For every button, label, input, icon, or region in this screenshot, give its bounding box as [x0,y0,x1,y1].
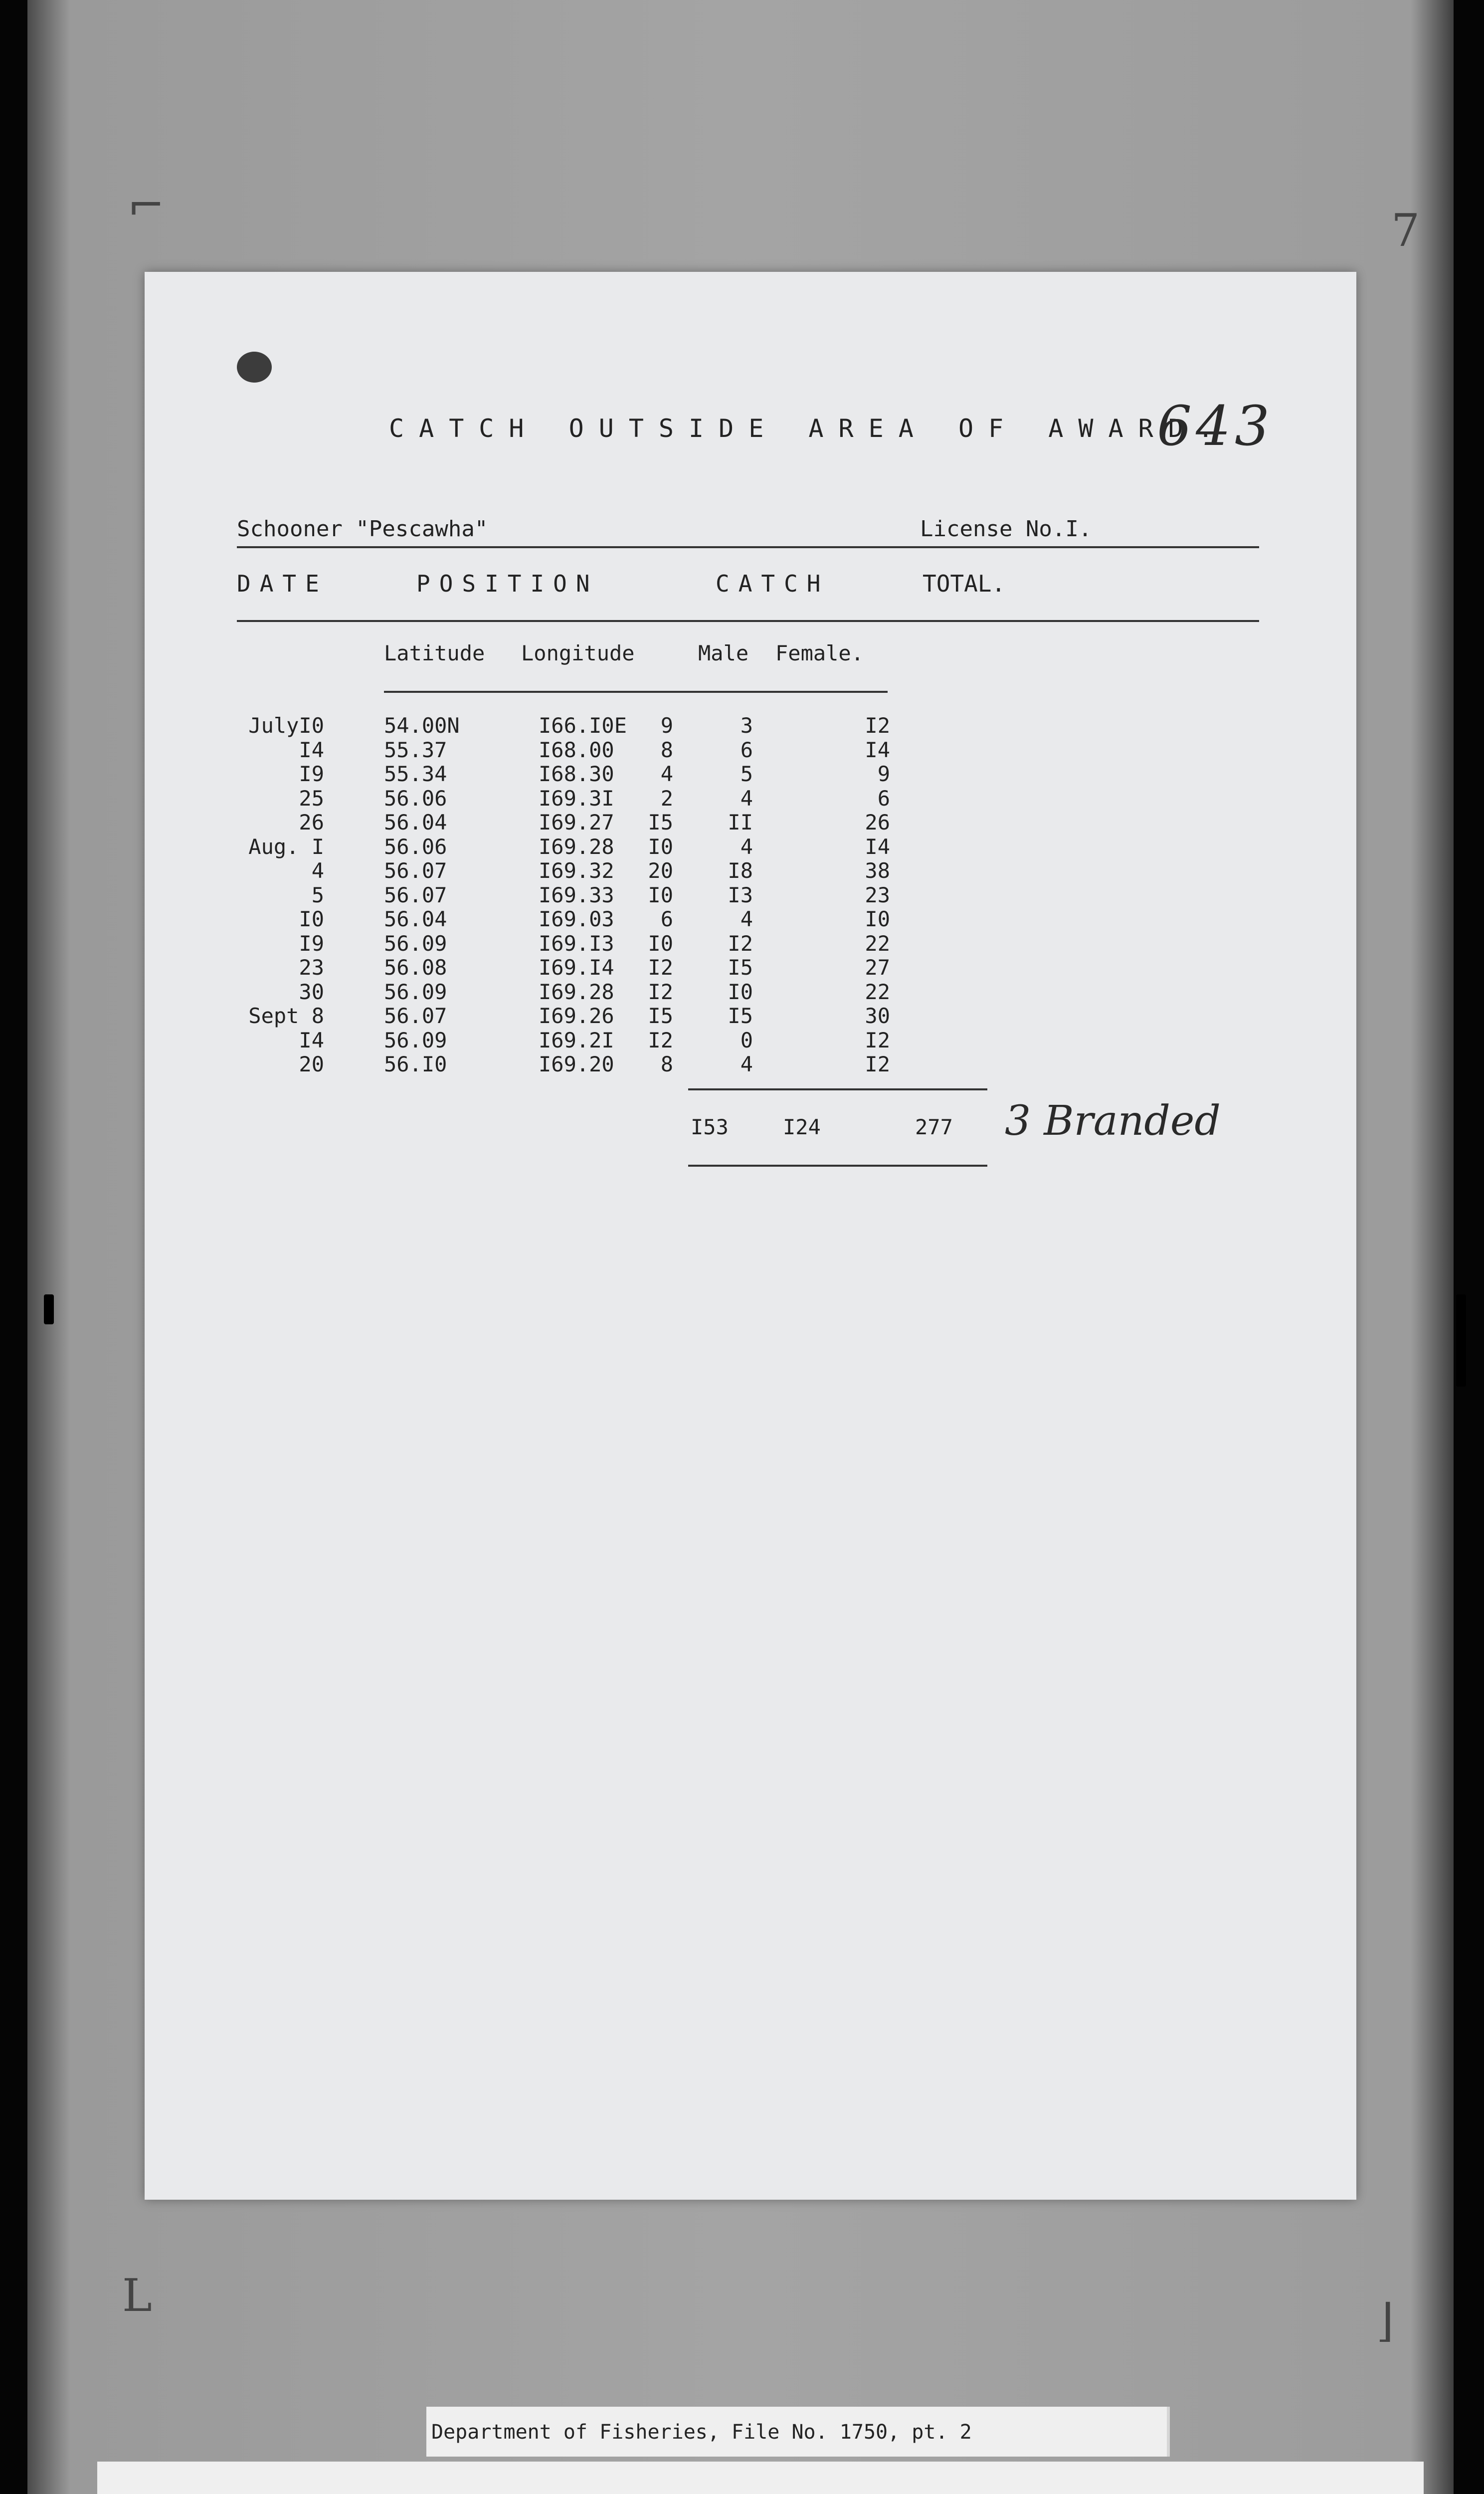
row-total: I2 [865,1028,890,1052]
handwritten-annotation: 3 Branded [1005,1097,1221,1145]
row-female: 6 [740,737,753,762]
row-latitude: 55.34 [384,762,447,786]
row-longitude: I69.27 [539,810,614,834]
row-male: 6 [660,907,673,931]
row-female: I5 [728,1004,753,1028]
row-date: 23 [299,955,324,980]
header-position: POSITION [416,570,599,597]
row-total: 6 [877,786,890,811]
row-female: I5 [728,955,753,980]
row-total: 30 [865,1004,890,1028]
row-female: 4 [740,786,753,811]
row-total: 23 [865,882,890,907]
subheader-female: Female. [775,641,864,665]
ink-blot [237,352,272,383]
row-male: 2 [660,786,673,811]
row-date: I0 [299,907,324,931]
row-longitude: I68.30 [539,762,614,786]
row-total: I2 [865,1052,890,1076]
row-female: I8 [728,858,753,883]
subheader-male: Male [698,641,749,665]
row-longitude: I69.20 [539,1052,614,1076]
row-date: 26 [299,810,324,834]
table-row [145,834,1356,858]
table-row [145,955,1356,979]
table-row [145,980,1356,1004]
row-female: 5 [740,762,753,786]
table-row [145,1028,1356,1052]
header-rule-top [237,546,1259,548]
grand-total: 277 [915,1115,953,1139]
row-male: 8 [660,737,673,762]
table-row [145,786,1356,810]
row-male: I0 [648,882,673,907]
row-male: 8 [660,1052,673,1076]
corner-mark-top-right: 7 [1391,205,1420,257]
row-longitude: I69.26 [539,1004,614,1028]
table-row [145,1004,1356,1028]
header-rule-bottom [237,620,1259,622]
row-longitude: I69.33 [539,882,614,907]
row-male: I5 [648,1004,673,1028]
row-longitude: I69.28 [539,979,614,1004]
row-total: I2 [865,713,890,738]
document-page [145,272,1356,2200]
row-longitude: I69.I3 [539,931,614,956]
row-total: 9 [877,762,890,786]
table-row [145,931,1356,955]
row-longitude: I69.28 [539,834,614,859]
row-date: Aug. I [248,834,324,859]
schooner-name: Schooner "Pescawha" [237,516,488,542]
file-label-tab [426,2407,1170,2457]
total-female: I24 [783,1115,821,1139]
file-label: Department of Fisheries, File No. 1750, pt. 2 [431,2421,972,2444]
row-date: 30 [299,979,324,1004]
row-longitude: I69.3I [539,786,614,811]
row-date: 5 [311,882,324,907]
row-longitude: I69.32 [539,858,614,883]
row-total: 22 [865,931,890,956]
corner-mark-bottom-right: ⌋ [1376,2294,1394,2347]
license-number: License No.I. [920,516,1092,542]
row-latitude: 56.04 [384,810,447,834]
row-male: 4 [660,762,673,786]
row-date: 4 [311,858,324,883]
row-date: I9 [299,931,324,956]
row-longitude: I69.I4 [539,955,614,980]
row-latitude: 56.06 [384,786,447,811]
header-date: DATE [237,570,328,597]
frame-edge-mark-left [44,1294,54,1324]
header-total: TOTAL. [923,570,1006,597]
row-date: I4 [299,1028,324,1052]
row-female: II [728,810,753,834]
row-longitude: I69.03 [539,907,614,931]
row-total: I0 [865,907,890,931]
row-total: 26 [865,810,890,834]
row-longitude: I69.2I [539,1028,614,1052]
table-row [145,1052,1356,1076]
corner-mark-top-left: ⌐ [127,180,165,232]
table-row [145,858,1356,882]
row-latitude: 56.07 [384,858,447,883]
row-longitude: I68.00 [539,737,614,762]
total-male: I53 [691,1115,729,1139]
row-female: 3 [740,713,753,738]
row-total: 38 [865,858,890,883]
row-male: I2 [648,1028,673,1052]
table-row [145,883,1356,907]
totals-rule-top [688,1088,987,1090]
row-male: 20 [648,858,673,883]
row-total: I4 [865,737,890,762]
archives-card [97,2462,1424,2494]
row-latitude: 56.09 [384,979,447,1004]
handwritten-page-number: 643 [1157,394,1274,458]
row-date: 25 [299,786,324,811]
table-row [145,762,1356,786]
row-date: Sept 8 [248,1004,324,1028]
row-latitude: 56.I0 [384,1052,447,1076]
row-longitude: I66.I0E [539,713,627,738]
row-female: 0 [740,1028,753,1052]
row-female: 4 [740,1052,753,1076]
row-date: I4 [299,737,324,762]
row-date: JulyI0 [248,713,324,738]
row-female: I0 [728,979,753,1004]
subheader-rule [384,691,888,693]
row-male: I5 [648,810,673,834]
row-male: I0 [648,834,673,859]
row-latitude: 56.09 [384,1028,447,1052]
row-male: I2 [648,979,673,1004]
row-female: I3 [728,882,753,907]
table-row [145,810,1356,834]
corner-mark-bottom-left: L [122,2270,152,2322]
table-row [145,907,1356,931]
header-catch: CATCH [716,570,830,597]
row-male: I0 [648,931,673,956]
row-female: 4 [740,907,753,931]
row-male: I2 [648,955,673,980]
row-latitude: 56.04 [384,907,447,931]
row-latitude: 55.37 [384,737,447,762]
row-female: 4 [740,834,753,859]
row-total: I4 [865,834,890,859]
row-latitude: 56.07 [384,1004,447,1028]
subheader-latitude: Latitude [384,641,485,665]
table-row [145,713,1356,737]
totals-rule-bottom [688,1165,987,1167]
row-total: 27 [865,955,890,980]
row-latitude: 56.06 [384,834,447,859]
row-female: I2 [728,931,753,956]
row-latitude: 56.07 [384,882,447,907]
document-title: CATCH OUTSIDE AREA OF AWARD. [389,414,1228,443]
row-latitude: 56.08 [384,955,447,980]
row-male: 9 [660,713,673,738]
row-date: 20 [299,1052,324,1076]
table-row [145,738,1356,762]
subheader-longitude: Longitude [521,641,635,665]
frame-edge-mark-right [1456,1294,1466,1387]
row-latitude: 56.09 [384,931,447,956]
row-date: I9 [299,762,324,786]
row-total: 22 [865,979,890,1004]
row-latitude: 54.00N [384,713,460,738]
